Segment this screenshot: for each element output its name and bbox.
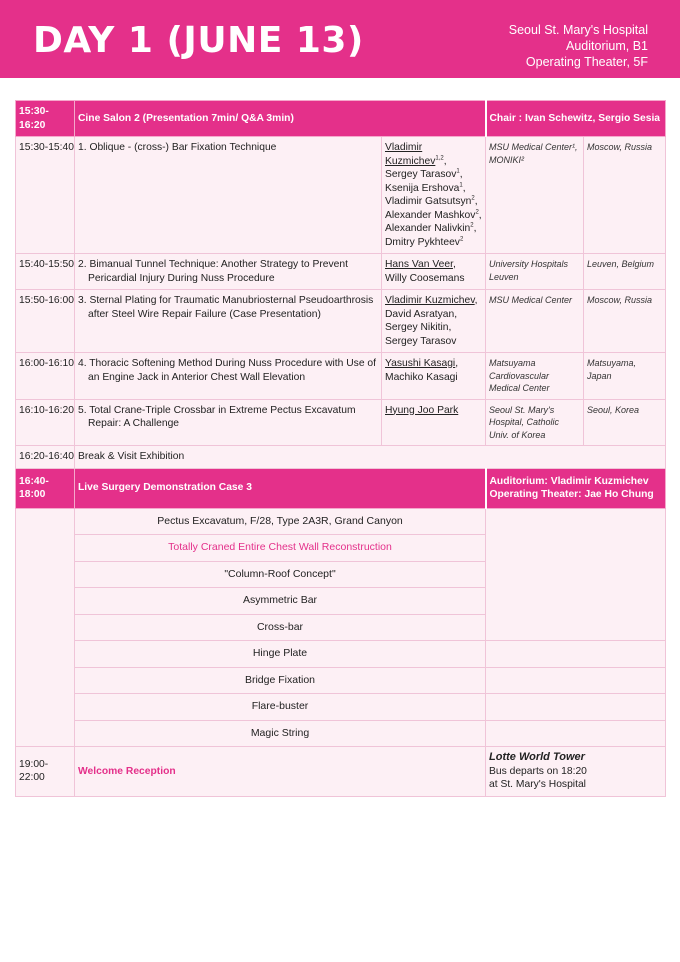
affiliation-line: University Hospitals Leuven [489, 259, 569, 282]
author-name [385, 404, 482, 418]
talk-title-text: 4. Thoracic Softening Method During Nuss Procedure with Use of an Engine Jack in Anterior Chest Wall Elevation [78, 358, 376, 383]
demo-row [16, 720, 666, 747]
talk-title [75, 353, 382, 400]
author-name: Vladimir Kuzmichev, [385, 295, 478, 306]
demo-item: Magic String [75, 720, 486, 747]
session-chair: Chair : Ivan Schewitz, Sergio Sesia [486, 101, 666, 137]
author-sup: 2 [471, 195, 475, 202]
talk-location: Seoul, Korea [584, 399, 666, 446]
reception-row [16, 747, 666, 797]
venue-line: Operating Theater, 5F [525, 55, 648, 69]
day-title: DAY 1 (JUNE 13) [33, 20, 364, 61]
author-text: David Asratyan [385, 308, 455, 320]
author-name: Sergey Nikitin, [385, 322, 452, 333]
talk-row [16, 290, 666, 353]
author-name: Ksenija Ershova$^1$, [385, 182, 466, 194]
demo-item: Asymmetric Bar [75, 588, 486, 615]
demo-time-cell [16, 508, 75, 747]
venue-line: Auditorium, B1 [566, 39, 648, 53]
author-name: Alexander Nalivkin$^2$, [385, 222, 477, 234]
author-sup: 2 [459, 236, 464, 243]
affiliation-line: Seoul St. Mary's Hospital, Catholic Univ. of Korea [489, 404, 560, 440]
talk-title [75, 399, 382, 446]
demo-side-cell [486, 694, 666, 721]
demo-item: Cross-bar [75, 614, 486, 641]
author-sup: 1 [456, 168, 460, 175]
talk-affiliation [486, 137, 584, 254]
talk-location: Moscow, Russia [584, 290, 666, 353]
talk-time: 15:50-16:00 [16, 290, 75, 353]
talk-location: Matsuyama, Japan [584, 353, 666, 400]
author-text: Hyung Joo Park [385, 404, 459, 416]
author-name: Yasushi Kasagi, [385, 358, 459, 369]
reception-time: 19:00-22:00 [16, 747, 75, 797]
reception-detail: at St. Mary's Hospital [489, 779, 586, 790]
author-sup: 1,2 [435, 155, 444, 162]
talk-authors [382, 399, 486, 446]
talk-title [75, 290, 382, 353]
demo-item: Totally Craned Entire Chest Wall Reconstruction [75, 535, 486, 562]
reception-label: Welcome Reception [75, 747, 486, 797]
author-text: Sergey Nikitin [385, 322, 449, 333]
affiliation-line: MSU Medical Center [489, 295, 573, 305]
reception-details [486, 747, 666, 797]
demo-side-cell [486, 641, 666, 668]
author-name [385, 236, 482, 250]
demo-item: Bridge Fixation [75, 667, 486, 694]
talk-title-text: 2. Bimanual Tunnel Technique: Another Strategy to Prevent Pericardial Injury During Nuss Procedure [78, 259, 348, 284]
talk-time: 16:00-16:10 [16, 353, 75, 400]
chair-line: Auditorium: Vladimir Kuzmichev [489, 475, 649, 487]
author-name [385, 272, 482, 286]
break-row [16, 446, 666, 469]
session-title: Live Surgery Demonstration Case 3 [75, 468, 486, 508]
session-header [16, 468, 666, 508]
talk-location: Moscow, Russia [584, 137, 666, 254]
chair-line: Operating Theater: Jae Ho Chung [489, 489, 654, 500]
author-sup: 1 [459, 182, 463, 189]
author-name [385, 371, 482, 385]
author-name: Hans Van Veer, [385, 259, 456, 270]
author-text: Willy Coosemans [385, 272, 465, 284]
schedule-table [15, 100, 666, 797]
author-text: Alexander Nalivkin [385, 223, 471, 234]
talk-time: 16:10-16:20 [16, 399, 75, 446]
venue-line: Seoul St. Mary's Hospital [508, 23, 648, 37]
talk-time: 15:30-15:40 [16, 137, 75, 254]
author-text: Sergey Tarasov [385, 335, 457, 347]
author-text: Vladimir Gatsutsyn [385, 196, 472, 207]
author-name: Vladimir Kuzmichev$^{1,2}$, [385, 142, 447, 167]
author-text: Vladimir Kuzmichev [385, 142, 436, 167]
talk-affiliation [486, 399, 584, 446]
session-title: Cine Salon 2 (Presentation 7min/ Q&A 3min) [75, 101, 486, 137]
author-name [385, 335, 482, 349]
author-name: Sergey Tarasov$^1$, [385, 168, 463, 180]
session-time: 15:30-16:20 [16, 101, 75, 137]
talk-affiliation [486, 254, 584, 290]
author-text: Sergey Tarasov [385, 169, 457, 180]
session-chair [486, 468, 666, 508]
session-time: 16:40-18:00 [16, 468, 75, 508]
demo-side-cell [486, 720, 666, 747]
day-banner [0, 0, 680, 78]
talk-row [16, 254, 666, 290]
venue-info [509, 22, 648, 70]
affiliation-line: MSU Medical Center¹, [489, 142, 578, 152]
talk-location: Leuven, Belgium [584, 254, 666, 290]
talk-row [16, 399, 666, 446]
author-text: Yasushi Kasagi [385, 358, 456, 369]
talk-authors [382, 290, 486, 353]
author-text: Alexander Mashkov [385, 209, 476, 221]
talk-title [75, 254, 382, 290]
author-text: Dmitry Pykhteev [385, 236, 460, 248]
author-text: Vladimir Kuzmichev [385, 295, 475, 306]
affiliation-line: Matsuyama Cardiovascular Medical Center [489, 358, 550, 393]
talk-title-text: 5. Total Crane-Triple Crossbar in Extreme Pectus Excavatum Repair: A Challenge [78, 404, 356, 429]
session-header [16, 101, 666, 137]
talk-row [16, 137, 666, 254]
demo-item: Pectus Excavatum, F/28, Type 2A3R, Grand Canyon [75, 508, 486, 535]
author-name: David Asratyan, [385, 308, 458, 320]
talk-authors [382, 254, 486, 290]
talk-time: 15:40-15:50 [16, 254, 75, 290]
reception-place: Lotte World Tower [489, 751, 585, 763]
demo-row [16, 694, 666, 721]
demo-row [16, 667, 666, 694]
author-text: Machiko Kasagi [385, 371, 458, 383]
author-text: Hans Van Veer [385, 259, 453, 270]
break-time: 16:20-16:40 [16, 446, 75, 469]
talk-row [16, 353, 666, 400]
demo-row [16, 508, 666, 535]
talk-title-text: 1. Oblique - (cross-) Bar Fixation Technique [78, 142, 277, 153]
author-sup: 2 [475, 209, 479, 216]
talk-title [75, 137, 382, 254]
author-name: Vladimir Gatsutsyn$^2$, [385, 195, 478, 207]
talk-authors [382, 353, 486, 400]
demo-side-cell [486, 508, 666, 641]
talk-affiliation [486, 290, 584, 353]
demo-item: "Column-Roof Concept" [75, 561, 486, 588]
author-sup: 2 [470, 222, 474, 229]
author-name: Alexander Mashkov$^2$, [385, 209, 482, 221]
demo-row [16, 641, 666, 668]
author-text: Ksenija Ershova [385, 182, 460, 194]
demo-item: Hinge Plate [75, 641, 486, 668]
break-label: Break & Visit Exhibition [75, 446, 666, 469]
affiliation-line: MONIKI² [489, 154, 524, 165]
talk-authors [382, 137, 486, 254]
talk-title-text: 3. Sternal Plating for Traumatic Manubriosternal Pseudoarthrosis after Steel Wire Repair Failure (Case Presentation) [78, 295, 374, 320]
talk-affiliation [486, 353, 584, 400]
reception-detail: Bus departs on 18:20 [489, 765, 587, 777]
demo-side-cell [486, 667, 666, 694]
demo-item: Flare-buster [75, 694, 486, 721]
